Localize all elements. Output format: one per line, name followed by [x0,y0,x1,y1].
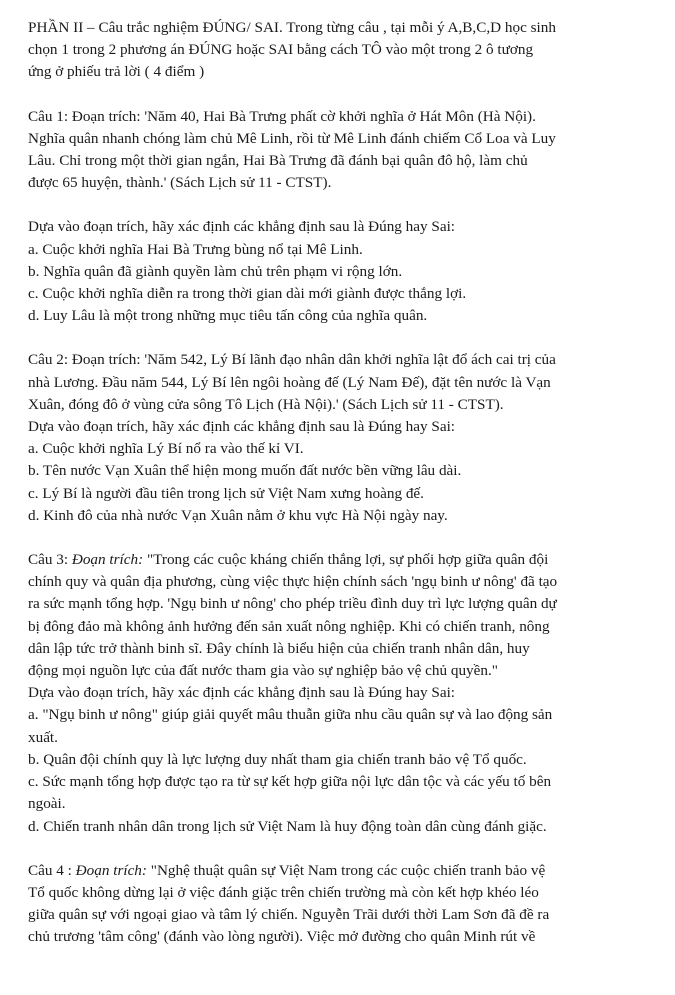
q2-passage-line: nhà Lương. Đầu năm 544, Lý Bí lên ngôi hoàng đế (Lý Nam Đế), đặt tên nước là Vạn [28,373,551,391]
question-3 [28,549,647,838]
q3-option-a: a. "Ngụ binh ư nông" giúp giải quyết mâu thuẫn giữa nhu cầu quân sự và lao động sản [28,706,553,724]
q4-passage-line: giữa quân sự với ngoại giao và tâm lý chiến. Nguyễn Trãi dưới thời Lam Sơn đã đề ra [28,906,550,924]
q3-passage-line: động mọi nguồn lực của đất nước tham gia vào sự nghiệp bảo vệ chủ quyền." [28,662,498,680]
q1-option-c: c. Cuộc khởi nghĩa diễn ra trong thời gian dài mới giành được thắng lợi. [28,285,467,303]
q4-passage-line: chủ trương 'tâm công' (đánh vào lòng người). Việc mở đường cho quân Minh rút về [28,928,536,946]
spacer [28,838,647,860]
q4-label: Câu 4 : [28,861,76,879]
q3-prompt: Dựa vào đoạn trích, hãy xác định các khẳng định sau là Đúng hay Sai: [28,684,456,702]
q1-option-a: a. Cuộc khởi nghĩa Hai Bà Trưng bùng nổ tại Mê Linh. [28,240,363,258]
q2-option-d: d. Kinh đô của nhà nước Vạn Xuân nằm ở khu vực Hà Nội ngày nay. [28,506,448,524]
q3-passage-line: ra sức mạnh tổng hợp. 'Ngụ binh ư nông' cho phép triều đình duy trì lực lượng quân dự [28,595,557,613]
q4-label-italic: Đoạn trích: [75,861,147,879]
q3-option-a-cont: xuất. [28,728,58,746]
spacer [28,527,647,549]
q3-option-b: b. Quân đội chính quy là lực lượng duy nhất tham gia chiến tranh bảo vệ Tổ quốc. [28,750,527,768]
q2-option-b: b. Tên nước Vạn Xuân thể hiện mong muốn đất nước bền vững lâu dài. [28,462,462,480]
q2-option-a: a. Cuộc khởi nghĩa Lý Bí nổ ra vào thế kỉ VI. [28,440,304,458]
q3-option-c-cont: ngoài. [28,795,66,813]
q3-passage-line: chính quy và quân địa phương, cùng việc thực hiện chính sách 'ngụ binh ư nông' đã tạo [28,573,558,591]
q4-passage-line: Tổ quốc không dừng lại ở việc đánh giặc trên chiến trường mà còn kết hợp khéo léo [28,883,539,901]
q3-passage-first-line [28,549,647,571]
q3-passage-line: bị đông đảo mà không ảnh hưởng đến sản xuất nông nghiệp. Khi có chiến tranh, nông [28,617,550,635]
q3-option-d: d. Chiến tranh nhân dân trong lịch sử Việt Nam là huy động toàn dân cùng đánh giặc. [28,817,547,835]
q1-option-d: d. Luy Lâu là một trong những mục tiêu tấn công của nghĩa quân. [28,307,428,325]
part-heading-line: PHẦN II – Câu trắc nghiệm ĐÚNG/ SAI. Trong từng câu , tại mỗi ý A,B,C,D học sinh [28,19,556,36]
q1-option-b: b. Nghĩa quân đã giành quyền làm chủ trên phạm vi rộng lớn. [28,262,403,280]
q3-passage-line: dân lập tức trở thành binh sĩ. Đây chính là biểu hiện của chiến tranh nhân dân, huy [28,639,530,657]
part-heading-line: chọn 1 trong 2 phương án ĐÚNG hoặc SAI bằng cách TÔ vào một trong 2 ô tương [28,41,534,59]
q3-label-italic: Đoạn trích: [71,551,144,569]
q2-option-c: c. Lý Bí là người đầu tiên trong lịch sử Việt Nam xưng hoàng đế. [28,484,424,502]
q3-first-line-rest: "Trong các cuộc kháng chiến thắng lợi, sự phối hợp giữa quân đội [143,551,549,569]
q4-first-line-rest: "Nghệ thuật quân sự Việt Nam trong các cuộc chiến tranh bảo vệ [146,861,546,879]
q4-passage-first-line [28,860,647,882]
spacer [28,194,647,216]
part-heading [28,17,647,84]
question-1 [28,106,647,328]
q1-passage-line: Nghĩa quân nhanh chóng làm chủ Mê Linh, rồi từ Mê Linh đánh chiếm Cổ Loa và Luy [28,129,556,147]
q1-prompt: Dựa vào đoạn trích, hãy xác định các khẳng định sau là Đúng hay Sai: [28,218,456,236]
spacer [28,84,647,106]
q1-passage-line: được 65 huyện, thành.' (Sách Lịch sử 11 - CTST). [28,174,332,192]
q2-prompt: Dựa vào đoạn trích, hãy xác định các khẳng định sau là Đúng hay Sai: [28,418,456,436]
spacer [28,327,647,349]
q2-passage-line: Câu 2: Đoạn trích: 'Năm 542, Lý Bí lãnh đạo nhân dân khởi nghĩa lật đổ ách cai trị của [28,351,556,369]
question-4 [28,860,647,949]
q1-passage-line: Lâu. Chỉ trong một thời gian ngắn, Hai Bà Trưng đã đánh bại quân đô hộ, làm chủ [28,152,528,170]
q3-option-c: c. Sức mạnh tổng hợp được tạo ra từ sự kết hợp giữa nội lực dân tộc và các yếu tố bên [28,773,552,791]
part-heading-line: ứng ở phiếu trả lời ( 4 điểm ) [28,63,205,81]
q1-passage-line: Câu 1: Đoạn trích: 'Năm 40, Hai Bà Trưng phất cờ khởi nghĩa ở Hát Môn (Hà Nội). [28,107,536,125]
q2-passage-line: Xuân, đóng đô ở vùng cửa sông Tô Lịch (Hà Nội).' (Sách Lịch sử 11 - CTST). [28,395,504,413]
q3-label: Câu 3: [28,551,72,569]
question-2 [28,349,647,527]
